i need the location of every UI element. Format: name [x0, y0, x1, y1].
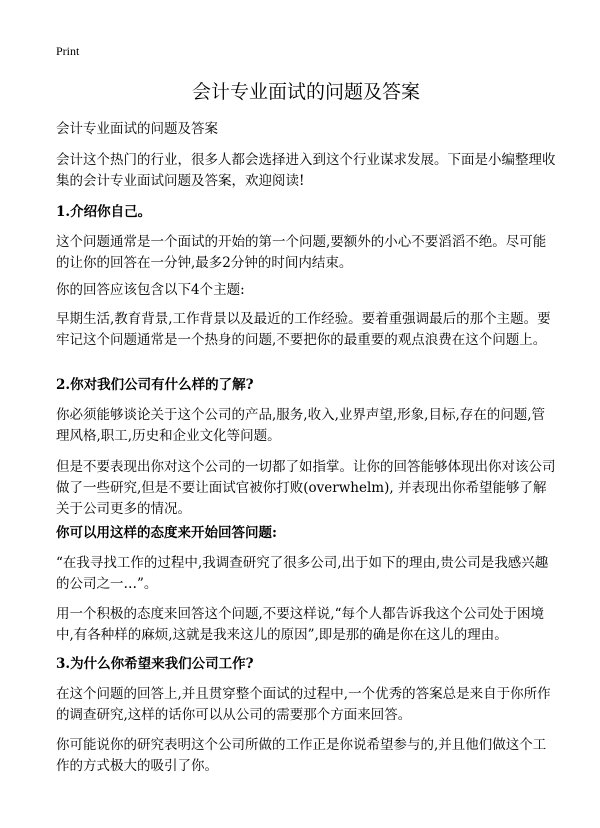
section-1-heading: 1.介绍你自己。: [56, 204, 152, 220]
section-2-heading: 2.你对我们公司有什么样的了解?: [56, 377, 254, 393]
section-1-paragraph-1: 这个问题通常是一个面试的开始的第一个问题,要额外的小心不要滔滔不绝。尽可能的让你的回答在一分钟,最多2分钟的时间内结束。: [56, 234, 547, 271]
section-3-paragraph-2: 用一个积极的态度来回答这个问题,不要这样说,“每个人都告诉我这个公司处于困境中,有各种样的麻烦,这就是我来这儿的原因”,即是那的确是你在这儿的理由。: [56, 606, 544, 643]
section-2-paragraph-1: 你必须能够谈论关于这个公司的产品,服务,收入,业界声望,形象,目标,存在的问题,管理风格,职工,历史和企业文化等问题。: [56, 407, 546, 444]
section-1-paragraph-2: 你的回答应该包含以下4个主题:: [56, 282, 245, 298]
intro-paragraph: 会计这个热门的行业，很多人都会选择进入到这个行业谋求发展。下面是小编整理收集的会计专业面试问题及答案，欢迎阅读!: [56, 152, 556, 189]
document-title: 会计专业面试的问题及答案: [191, 81, 420, 103]
section-4-paragraph-2: 你可能说你的研究表明这个公司所做的工作正是你说希望参与的,并且他们做这个工作的方式极大的吸引了你。: [56, 737, 547, 774]
section-4-paragraph-1: 在这个问题的回答上,并且贯穿整个面试的过程中,一个优秀的答案总是来自于你所作的调查研究,这样的话你可以从公司的需要那个方面来回答。: [56, 686, 551, 723]
print-link[interactable]: Print: [56, 44, 80, 58]
section-1-paragraph-3: 早期生活,教育背景,工作背景以及最近的工作经验。要着重强调最后的那个主题。要牢记这个问题通常是一个热身的问题,不要把你的最重要的观点浪费在这个问题上。: [56, 311, 551, 348]
document-subtitle: 会计专业面试的问题及答案: [56, 121, 218, 137]
section-3-paragraph-1: “在我寻找工作的过程中,我调查研究了很多公司,出于如下的理由,贵公司是我感兴趣的公司之一…”。: [56, 555, 549, 592]
section-2-paragraph-2: 但是不要表现出你对这个公司的一切都了如指掌。让你的回答能够体现出你对该公司做了一些研究,但是不要让面试官被你打败(overwhelm), 并表现出你希望能够了解关于公司更多的情况。: [56, 459, 556, 517]
section-3-heading: 你可以用这样的态度来开始回答问题:: [56, 525, 277, 541]
section-4-heading: 3.为什么你希望来我们公司工作?: [56, 656, 254, 672]
